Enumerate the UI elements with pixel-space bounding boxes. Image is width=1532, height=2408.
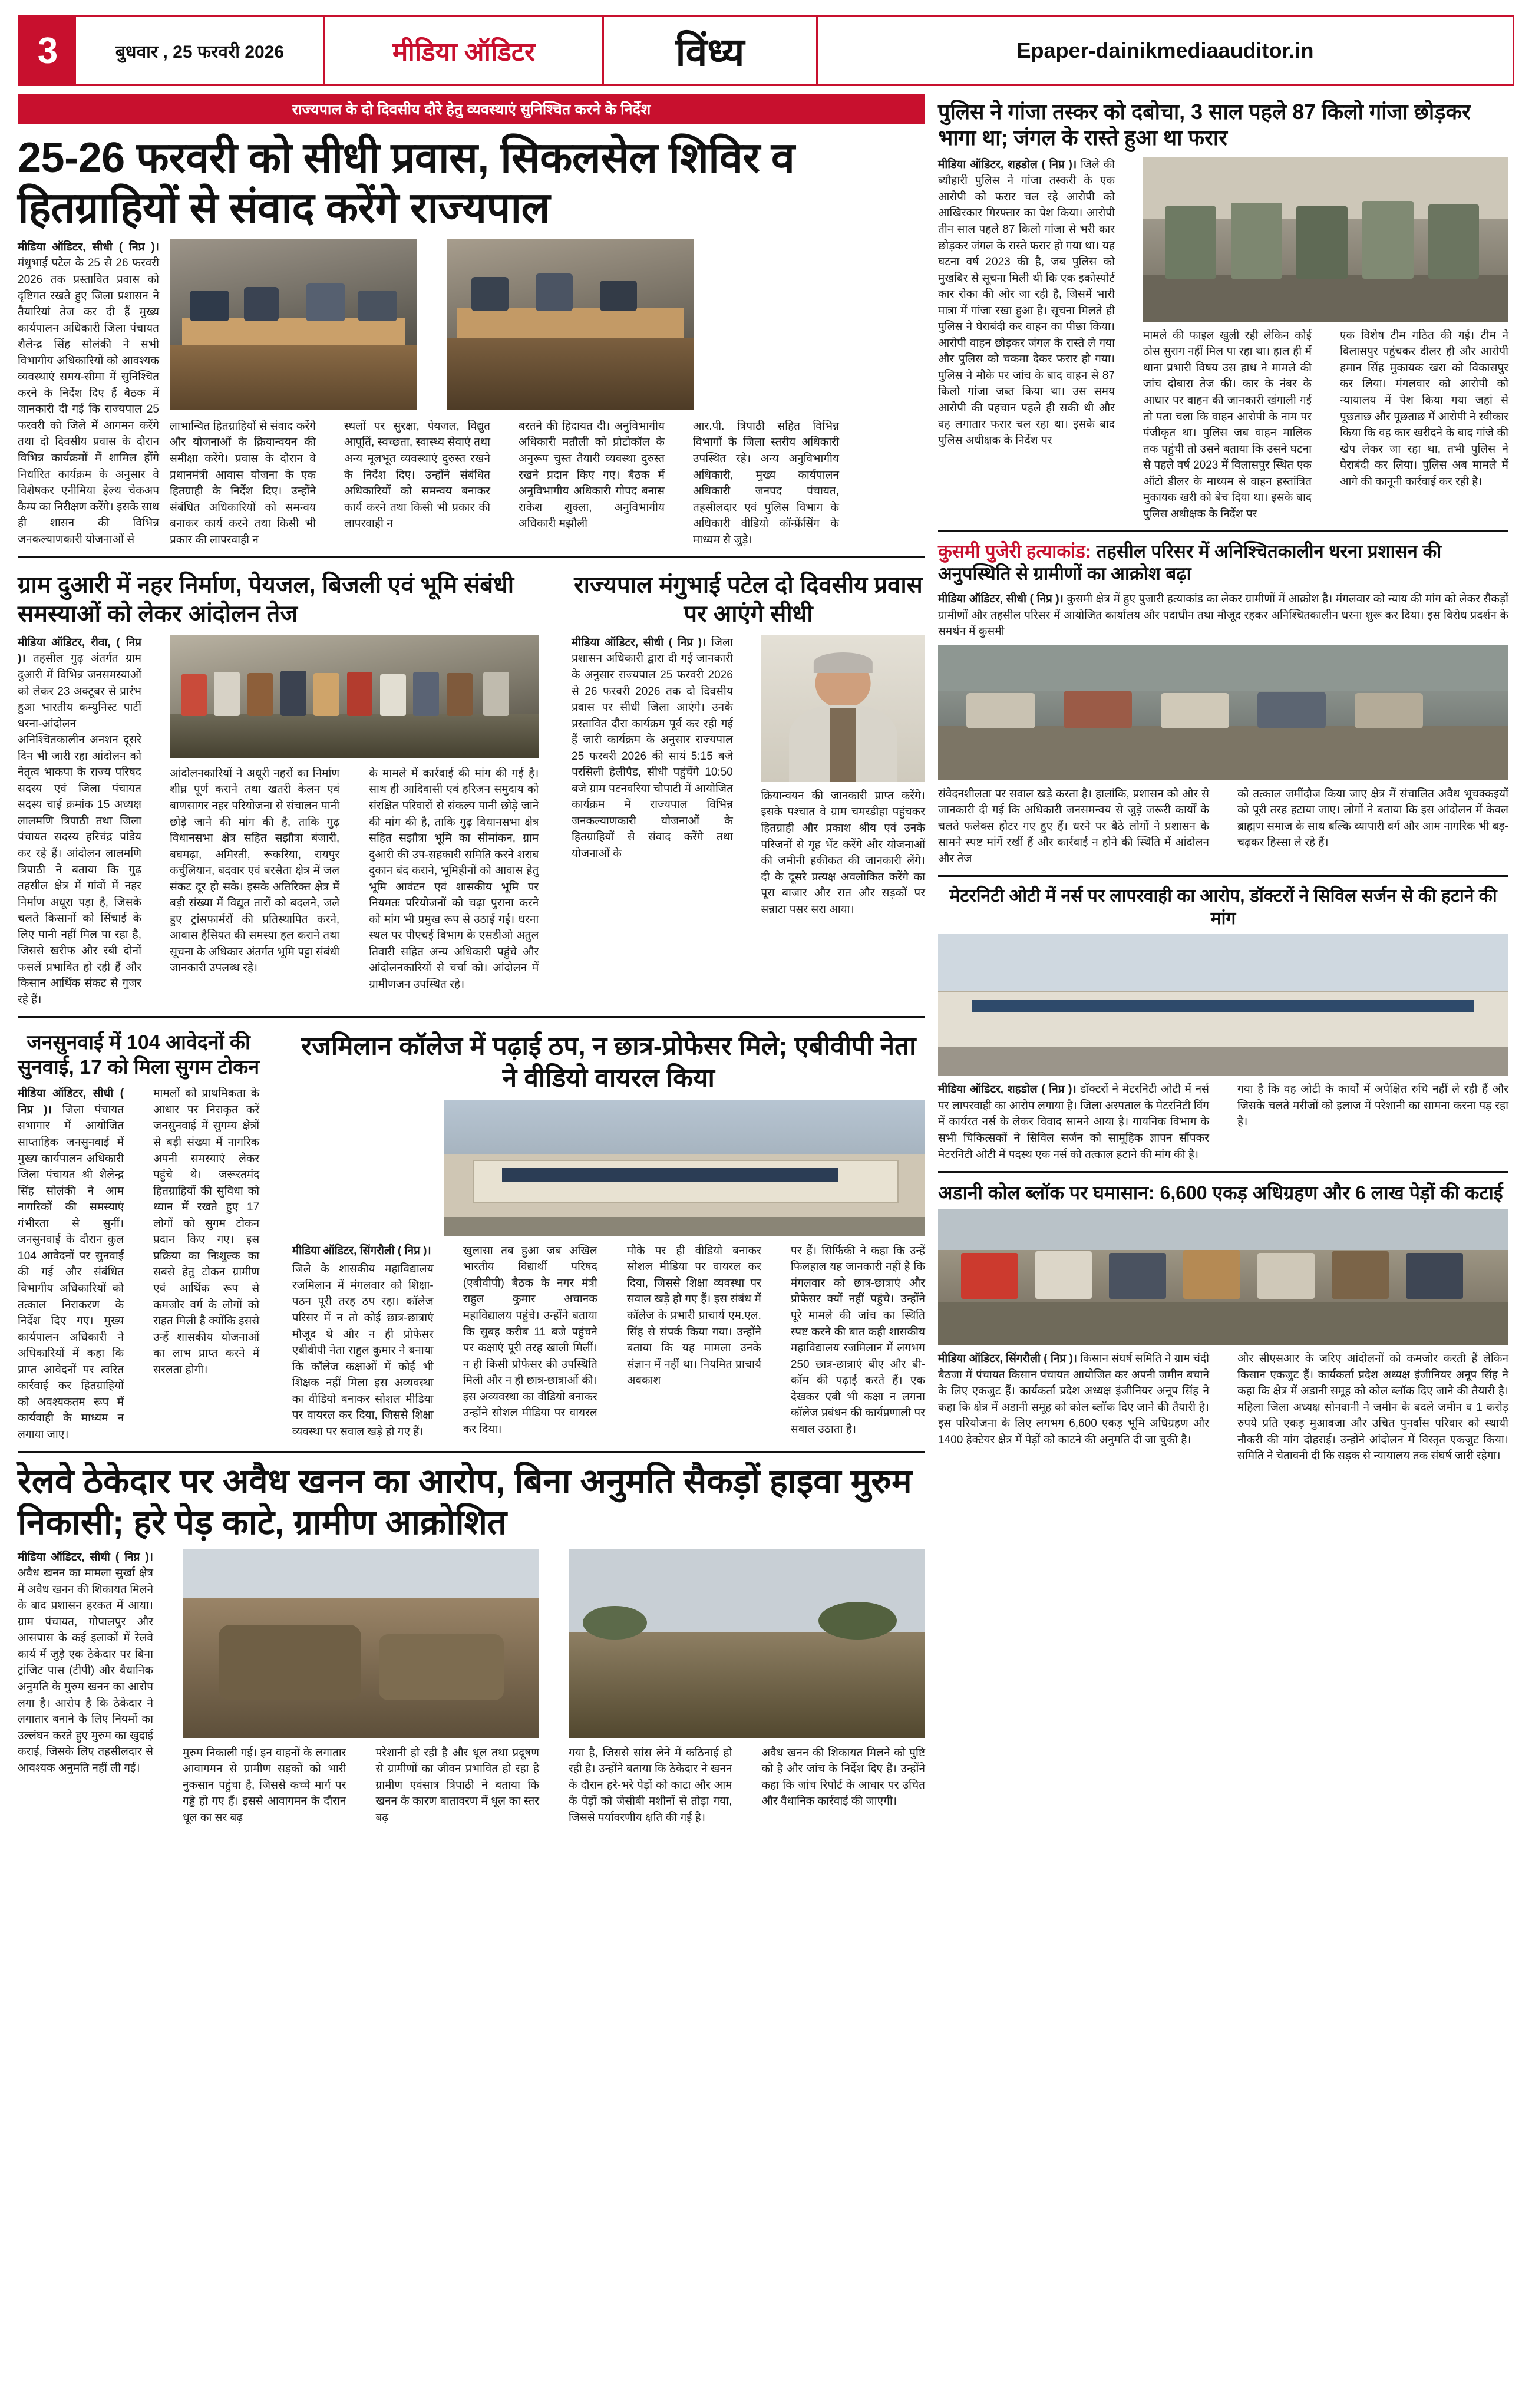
masthead [18,15,1514,86]
police-story [938,99,1508,522]
kusmi-byline: मीडिया ऑडिटर, सीधी ( निप्र )। [938,593,1064,605]
hospital-photo [938,934,1508,1076]
mining-photo-1 [183,1549,539,1738]
maternity-story [938,885,1508,1163]
third-row [18,1026,925,1443]
governor-story [572,566,925,1008]
jansunwai-col1: जिला पंचायत सभागार में आयोजित साप्ताहिक जनसुनवाई में मुख्य कार्यपालन अधिकारी जिला पंचायत श्री शैलेन्द्र सिंह सोलंकी ने आम नागरिकों की समस्याएं गंभीरता से सुनीं। जनसुनवाई के दौरान कुल 104 आवेदनों पर सुनवाई की गई और संबंधित विभागीय अधिकारियों को तत्काल निराकरण के निर्देश दिए गए। मुख्य कार्यपालन अधिकारी ने अधिकारियों में कहा कि प्राप्त आवेदनों पर त्वरित कार्रवाई कर हितग्राहियों को अवश्यकतम रूप में कार्यवाही के माध्यम न लगाया जाए। [18,1103,124,1441]
protest-photo [170,635,539,758]
maternity-headline: मेटरनिटी ओटी में नर्स पर लापरवाही का आरोप, डॉक्टरों ने सिविल सर्जन से की हटाने की मांग [949,886,1497,928]
lead-kicker: राज्यपाल के दो दिवसीय दौरे हेतु व्यवस्थाएं सुनिश्चित करने के निर्देश [18,94,925,124]
college-photo [444,1100,925,1236]
dharna-photo [938,645,1508,780]
lead-col5: आर.पी. त्रिपाठी सहित विभिन्न विभागों के जिला स्तरीय अधिकारी उपस्थित रहे। अन्य अनुविभागीय अधिकारी, मुख्य कार्यपालन अधिकारी जनपद पंचायत, तहसीलदार एवं पुलिस विभाग के अधिकारी वीडियो कॉन्फ्रेंसिंग के माध्यम से जुड़े। [693,420,839,546]
adani-headline: अडानी कोल ब्लॉक पर घमासान: 6,600 एकड़ अधिग्रहण और 6 लाख पेड़ों की कटाई [938,1182,1503,1204]
governor-col1: जिला प्रशासन अधिकारी द्वारा दी गई जानकारी के अनुसार राज्यपाल 25 फरवरी 2026 से 26 फरवरी 2026 तक दो दिवसीय प्रवास पर सीधी जिला आएंगे। उनके प्रस्तावित दौरा कार्यक्रम पूर्व कर रही गई हैं जारी कार्यक्रम के अनुसार राज्यपाल 25 फरवरी 2026 की सायं 5:15 बजे परसिली हेलीपैड, सीधी पहुंचेंगे 10:50 बजे ग्राम पटनवरिया चौपाटी में आयोजित कार्यक्रम में राज्यपाल विभिन्न जनकल्याणकारी योजनाओं के हितग्राहियों से संवाद करेंगे तथा योजनाओं के [572,636,733,860]
jansunwai-col2: मामलों को प्राथमिकता के आधार पर निराकृत करें जनसुनवाई में सुगम्य क्षेत्रों से बड़ी संख्या में नागरिक अपनी समस्याएं लेकर पहुंचे थे। जरूरतमंद हितग्राहियों की सुविधा को ध्यान में रखते हुए 17 लोगों को सुगम टोकन प्रदान किए गए। इस प्रक्रिया का निःशुल्क का सबसे हेतु टोकन ग्रामीण एवं आर्थिक रूप से कमजोर वर्ग के लोगों को राहत मिली है क्योंकि इससे उन्हें शासकीय योजनाओं का लाभ प्राप्त करने में सरलता होगी। [153,1087,260,1376]
police-col1: जिले की ब्यौहारी पुलिस ने गांजा तस्करी के एक आरोपी को फरार चल रहे आरोपी को आखिरकार गिरफ्तार का पेश किया। आरोपी तीन साल पहले 87 किलो गांजा से भरी कार छोड़कर जंगल के रास्ते फरार हो गया था। यह घटना वर्ष 2023 की है, जब पुलिस को मुखबिर से सूचना मिली थी कि एक इकोस्पोर्ट कार रोका की ओर जा रही है, जिसमें भारी मात्रा में गांजा रखा हुआ है। सूचना मिलते ही पुलिस ने घेराबंदी कर वाहन का पीछा किया। आरोपी वाहन छोड़कर जंगल के रास्ते ले गया और पुलिस को चकमा देकर फरार हो गया। पुलिस ने मौके पर जांच के बाद वाहन से 87 किलो गांजा जब्त किया था। उस समय आरोपी की पहचान पहले ही सकी थी और वह लगातार फरार चल रहा था। इसके बाद पुलिस अधीक्षक के निर्देश पर [938,158,1115,447]
railway-col3: परेशानी हो रही है और धूल तथा प्रदूषण से ग्रामीणों का जीवन प्रभावित हो रहा है ग्रामीण एवंसात्र त्रिपाठी ने बताया कि खनन के कारण बातावरण में धूल का स्तर बढ़ [375,1746,539,1824]
college-story [292,1026,925,1443]
second-row [18,566,925,1008]
railway-col5: अवैध खनन की शिकायत मिलने को पुष्टि को है और जांच के निर्देश दिए हैं। उन्होंने कहा कि जांच रिपोर्ट के आधार पर उचित और वैधानिक कार्रवाई की जाएगी। [761,1746,925,1808]
publication-date: बुधवार , 25 फरवरी 2026 [76,17,325,84]
meeting-photo-1 [170,239,417,410]
kusmi-story [938,540,1508,867]
lead-col3: स्थलों पर सुरक्षा, पेयजल, विद्युत आपूर्ति, स्वच्छता, स्वास्थ्य सेवाएं तथा अन्य मूलभूत व्यवस्थाएं दुरुस्त रखने के निर्देश दिए। उन्होंने संबंधित अधिकारियों को समन्वय बनाकर कार्य करने तथा किसी भी प्रकार की लापरवाही न [344,420,490,530]
lead-col1: मंधुभाई पटेल के 25 से 26 फरवरी 2026 तक प्रस्तावित प्रवास को दृष्टिगत रखते हुए जिला प्रशासन ने तैयारियां तेज कर दी हैं मुख्य कार्यपालन अधिकारी जिला पंचायत शैलेन्द्र सिंह सोलंकी ने सभी विभागीय अधिकारियों को आवश्यक व्यवस्थाएं समय-सीमा में सुनिश्चित करने के निर्देश दिए हैं बैठक में जानकारी दी गई कि राज्यपाल 25 फरवरी को जिले में आगमन करेंगे तथा दो दिवसीय प्रवास के दौरान विभिन्न कार्यक्रमों में शामिल होंगे निर्धारित कार्यक्रम के अनुसार वे विशेषकर एनीमिया हेल्थ चेकअप कैम्प का निरीक्षण करेंगे। इसके साथ ही शासन की विभिन्न जनकल्याणकारी योजनाओं से [18,257,159,546]
adani-col1: किसान संघर्ष समिति ने ग्राम चंदी बैठजा में पंचायत किसान पंचायत आयोजित कर अपनी जमीन बचाने के लिए एकजुट हैं। कार्यकर्ता प्रदेश अध्यक्ष इंजीनियर अनूप सिंह ने कहा कि क्षेत्र में अडानी समूह को कोल ब्लॉक दिए जाने की तैयारी है। इस परियोजना के लिए लगभग 6,600 एकड़ भूमि अधिग्रहण और 1400 हेक्टेयर क्षेत्र में पेड़ों को काटने की अनुमति दी जा चुकी है। [938,1353,1210,1446]
kusmi-headline-rest: तहसील परिसर में अनिश्चितकालीन धरना प्रशासन की अनुपस्थिति से ग्रामीणों का आक्रोश बढ़ा [938,541,1442,585]
panchayat-photo [938,1209,1508,1345]
railway-col1: अवैध खनन का मामला सुर्खा क्षेत्र में अवैध खनन की शिकायत मिलने के बाद प्रशासन हरकत में आया। ग्राम पंचायत, गोपालपुर और आसपास के कई इलाकों में रेलवे कार्य में जुड़े एक ठेकेदार पर बिना ट्रांजिट पास (टीपी) और वैधानिक अनुमति के मुरुम खनन का आरोप लगा है। आरोप है कि ठेकेदार ने लगातार बनाने के लिए नियमों का उल्लंघन करते हुए मुरुम का खुदाई कराई, जिसके लिए तहसीलदार से आवश्यक अनुमति नहीं ली गई। [18,1567,153,1774]
police-col2: मामले की फाइल खुली रही लेकिन कोई ठोस सुराग नहीं मिल पा रहा था। हाल ही में थाना प्रभारी विषय उस हाथ ने मामले की जांच दोबारा तेज की। कार के नंबर के आधार पर वाहन की जानकारी खंगाली गई तो पता चला कि वाहन आरोपी के नाम पर पंजीकृत था। पुलिस जब वाहन मालिक तक पहुंची तो उसने बताया कि उसने घटना से पहले वर्ष 2023 में विलासपुर स्थित एक ऑटो डीलर के माध्यम से वाहन हस्तांत्रित मुकायक खरी को बेच दिया था। इसके बाद पुलिस अधीक्षक के निर्देश पर [1143,329,1312,520]
railway-story [18,1461,925,1826]
maternity-byline: मीडिया ऑडिटर, शहडोल ( निप्र )। [938,1083,1077,1096]
governor-portrait [761,635,925,782]
lead-byline: मीडिया ऑडिटर, सीधी ( निप्र )। [18,240,159,253]
college-col1: जिले के शासकीय महाविद्यालय रजमिलान में मंगलवार को शिक्षा-पठन पूरी तरह ठप रहा। कॉलेज परिसर में न तो कोई छात्र-छात्राएं मौजूद थे और न ही प्रोफेसर एबीवीपी नेता राहुल कुमार ने बनाया कि कॉलेज कक्षाओं में कोई भी शिक्षक नहीं मिला इस अव्यवस्था का वीडियो बनाकर सोशल मीडिया पर वायरल कर दिया, जिससे शिक्षा व्यवस्था पर सवाल खड़े हो गए हैं। [292,1263,434,1438]
kusmi-col2: संवेदनशीलता पर सवाल खड़े करता है। हालांकि, प्रशासन को ओर से जानकारी दी गई कि अधिकारी जनसमन्वय से जुड़े जरूरी कार्यों के चलते फलेक्स होटर गए हुए हैं। धरने पर बैठे लोगों ने प्रशासन के सामने स्पष्ट मांगें रखीं हैं और कार्रवाई न होने की स्थिति में आंदोलन और तेज [938,787,1209,865]
governor-byline: मीडिया ऑडिटर, सीधी ( निप्र )। [572,636,706,649]
lead-story [18,94,925,548]
railway-headline: रेलवे ठेकेदार पर अवैध खनन का आरोप, बिना अनुमति सैकड़ों हाइवा मुरुम निकासी; हरे पेड़ काटे, ग्रामीण आक्रोशित [18,1462,912,1542]
right-column [938,94,1508,1826]
canal-col2: आंदोलनकारियों ने अधूरी नहरों का निर्माण शीघ्र पूर्ण कराने तथा खतरी केलन एवं बाणसागर नहर परियोजना से संचालन पानी छोड़े जाने की मांग की है, ताकि गुढ़ विधानसभा क्षेत्र सहित सझौत्रा बंजारी, बघमढ़ा, अमिरती, रूकरिया, रायपुर कर्चुलियान, बदवार एवं बरसैता क्षेत्र में जल संकट दूर हो सके। इसके अतिरिक्त क्षेत्र में बड़ी संख्या में विद्युत तारों को बदलने, जले हुए ट्रांसफार्मरों की प्रतिस्थापित करने, आवास हैसियत की समस्या हल कराने तथा सूचना के अधिकार अंतर्गत भूमि पट्टा संबंधी जानकारी उपलब्ध रहे। [170,767,340,975]
maternity-col1: डॉक्टरों ने मेटरनिटी ओटी में नर्स पर लापरवाही का आरोप लगाया है। जिला अस्पताल के मेटरनिटी विंग में कार्यरत नर्स के लेकर विवाद सामने आया है। गायनिक विभाग के सभी चिकित्सकों ने सिविल सर्जन को सामूहिक ज्ञापन सौंपकर मेटरनिटी ओटी में पदस्थ एक नर्स को तत्काल हटाने की मांग की है। [938,1083,1210,1161]
college-col3: मौके पर ही वीडियो बनाकर सोशल मीडिया पर वायरल कर दिया, जिससे शिक्षा व्यवस्था पर सवाल खड़े हो गए हैं। इस संबंध में कॉलेज के प्रभारी प्राचार्य एम.एल. सिंह से संपर्क किया गया। उन्होंने बताया कि यह मामला उनके संज्ञान में नहीं था। नियमित प्राचार्य अवकाश [626,1244,761,1387]
website-url[interactable]: Epaper-dainikmediaauditor.in [1016,38,1314,62]
maternity-col2: गया है कि वह ओटी के कार्यों में अपेक्षित रुचि नहीं ले रही हैं और जिसके चलते मरीजों को इलाज में परेशानी का सामना करना पड़ रहा है। [1237,1083,1508,1129]
jansunwai-byline: मीडिया ऑडिटर, सीधी ( निप्र )। [18,1087,124,1116]
canal-byline: मीडिया ऑडिटर, रीवा, ( निप्र )। [18,636,141,665]
police-byline: मीडिया ऑडिटर, शहडोल ( निप्र )। [938,158,1077,171]
canal-col1: तहसील गुढ़ अंतर्गत ग्राम दुआरी में विभिन्न जनसमस्याओं को लेकर 23 अक्टूबर से प्रारंभ हुआ भारतीय कम्युनिस्ट पार्टी धरना-आंदोलन अनिश्चितकालीन अनशन दूसरे दिन भी जारी रहा आंदोलन को नेतृत्व भाकपा के राज्य परिषद सदस्य एवं जिला पंचायत सदस्य चाई क्रमांक 15 अध्यक्ष लालमणि त्रिपाठी तथा जिला पंचायत सदस्य हरिचंद्र पांडेय कर रहे हैं। आंदोलन लालमणि त्रिपाठी ने बताया कि गुढ़ तहसील क्षेत्र में गांवों में नहर निर्माण अधूरा पड़ा है, जिसके चलते किसानों को सिंचाई के लिए पानी नहीं मिल पा रहा है, जिससे खरीफ और रबी दोनों फसलें प्रभावित हो रही हैं और किसान आर्थिक संकट से गुजर रहे हैं। [18,652,142,1006]
governor-col2: क्रियान्वयन की जानकारी प्राप्त करेंगे। इसके पश्चात वे ग्राम चमरडीहा पहुंचकर हितग्राही और प्रकाश श्रीय एवं उनके परिजनों से गृह भेंट करेंगे और योजनाओं की जमीनी हकीकत की जानकारी लेंगे। दी के दूसरे प्रत्यक्ष अवलोकित करेंगे का पूरा बाजार और रात और सड़कों पर सन्नाटा पसर सरा आया। [761,789,925,916]
canal-headline: ग्राम दुआरी में नहर निर्माण, पेयजल, बिजली एवं भूमि संबंधी समस्याओं को लेकर आंदोलन तेज [18,572,514,628]
jansunwai-story [18,1026,259,1443]
jansunwai-headline: जनसुनवाई में 104 आवेदनों की सुनवाई, 17 को मिला सुगम टोकन [18,1031,260,1078]
lead-col4: बरतने की हिदायत दी। अनुविभागीय अधिकारी मतौली को प्रोटोकॉल के अनुरूप चुस्त तैयारी व्यवस्था दुरुस्त रखने प्रदान किए गए। बैठक में अनुविभागीय अधिकारी गोपद बनास राकेश शुक्ला, अनुविभागीय अधिकारी मझौली [519,420,665,530]
college-headline: रजमिलान कॉलेज में पढ़ाई ठप, न छात्र-प्रोफेसर मिले; एबीवीपी नेता ने वीडियो वायरल किया [301,1032,916,1093]
governor-headline: राज्यपाल मंगुभाई पटेल दो दिवसीय प्रवास पर आएंगे सीधी [574,572,923,628]
police-col3: एक विशेष टीम गठित की गई। टीम ने विलासपुर पहुंचकर दीलर ही और आरोपी हमान सिंह मुकायक खरा को विकासपुर कर लिया। मंगलवार को आरोपी को न्यायालय में पेश किया गया जहां से पूछताछ और पूछताछ में आरोपी ने स्वीकार किया कि वह कार खरीदने के बाद गांजे की खेप लेकर जा रहा था, तभी पुलिस ने घेराबंदी कर लिया। पुलिस अब मामले में आगे की कानूनी कार्रवाई कर रही है। [1340,329,1508,488]
college-byline: मीडिया ऑडिटर, सिंगरौली ( निप्र )। [292,1244,431,1257]
mining-photo-2 [569,1549,925,1738]
railway-col2: मुरुम निकाली गई। इन वाहनों के लगातार आवागमन से ग्रामीण सड़कों को भारी नुकसान पहुंचा है, जिससे कच्चे मार्ग पर गड्ढे हो गए हैं। इससे आवागमन के दौरान धूल का सर बढ़ [183,1746,346,1824]
adani-story [938,1181,1508,1464]
railway-byline: मीडिया ऑडिटर, सीधी ( निप्र )। [18,1551,153,1563]
meeting-photo-2 [447,239,694,410]
college-col2: खुलासा तब हुआ जब अखिल भारतीय विद्यार्थी परिषद (एबीवीपी) बैठक के नगर मंत्री राहुल कुमार अचानक महाविद्यालय पहुंचे। उन्होंने बताया कि सुबह करीब 11 बजे पहुंचने पर कक्षाएं पूरी तरह खाली मिलीं। न ही किसी प्रोफेसर की उपस्थिति मिली और न ही छात्र-छात्राओं की। इस अव्यवस्था का वीडियो बनाकर उन्होंने सोशल मीडिया पर वायरल कर दिया। [463,1244,597,1436]
college-col4: पर हैं। सिर्फिकी ने कहा कि उन्हें फिलहाल यह जानकारी नहीं है कि मंगलवार को छात्र-छात्राएं और प्रोफेसर क्यों नहीं पहुंचे। उन्होंने पूरे मामले की जांच का स्थिति स्पष्ट करने की बात कही शासकीय महाविद्यालय रजमिलान में लगभग 250 छात्र-छात्राएं बीए और बी-कॉम की पढ़ाई करते हैं। एक देखकर एबी भी कक्षा न लगना कॉलेज प्रबंधन की कार्यप्रणाली पर सवाल उठाता है। [790,1244,925,1436]
canal-story [18,566,539,1008]
adani-byline: मीडिया ऑडिटर, सिंगरौली ( निप्र )। [938,1353,1077,1365]
police-headline: पुलिस ने गांजा तस्कर को दबोचा, 3 साल पहले 87 किलो गांजा छोड़कर भागा था; जंगल के रास्ते हुआ था फरार [938,100,1471,150]
lead-col2: लाभान्वित हितग्राहियों से संवाद करेंगे और योजनाओं के क्रियान्वयन की समीक्षा करेंगे। प्रवास के दौरान वे प्रधानमंत्री आवास योजना के एक हितग्राही के निर्देश दिए। उन्होंने संबंधित अधिकारियों को समन्वय बनाकर कार्य करने तथा किसी भी प्रकार की लापरवाही न [170,420,316,546]
canal-col3: के मामले में कार्रवाई की मांग की गई है। साथ ही आदिवासी एवं हरिजन समुदाय को संरक्षित परिवारों से संकल्प पानी छोड़े जाने की मांग की है, ताकि गुढ़ विधानसभा क्षेत्र सहित सझौत्रा भूमि का सीमांकन, ग्राम दुआरी की उप-सहकारी समिति करने शराब दुकान बंद कराने, भूमिहीनों को आवास हेतु भूमि आवंटन एवं शासकीय भूमि पर नियमतः परियोजनों को चढ़ा पुराना करने को मांग भी प्रमुख रूप से उठाई गई। धरना स्थल पर पीएचई विभाग के एसडीओ अतुल तिवारी सहित अन्य अधिकारी पहुंचे और आंदोलनकारियों से चर्चा को। आंदोलन में ग्रामीणजन उपस्थित रहे। [369,767,539,991]
lead-headline: 25-26 फरवरी को सीधी प्रवास, सिकलसेल शिविर व हितग्राहियों से संवाद करेंगे राज्यपाल [18,134,795,232]
kusmi-col1: कुसमी क्षेत्र में हुए पुजारी हत्याकांड का लेकर ग्रामीणों में आक्रोश है। मंगलवार को न्याय की मांग को लेकर सैकड़ों ग्रामीणों और तहसील परिसर में आयोजित कार्यालय और पदाधीन तथा मौजूद रहकर अनिश्चितकालीन धरना शुरू कर दिया। इस विरोध प्रदर्शन के समर्थन में कुसमी [938,593,1508,638]
kusmi-headline-highlight: कुसमी पुजेरी हत्याकांड: [938,541,1092,562]
police-photo [1143,157,1508,322]
edition-logo: विंध्य [604,17,818,84]
railway-col4: गया है, जिससे सांस लेने में कठिनाई हो रही है। उन्होंने बताया कि ठेकेदार ने खनन के दौरान हरे-भरे पेड़ों को काटा और आम के पेड़ों को जेसीबी मशीनों से तोड़ा गया, जिससे पर्यावरणीय क्षति की गई है। [569,1746,732,1824]
brand-name: मीडिया ऑडिटर [325,17,604,84]
page-number: 3 [19,17,76,84]
adani-col2: और सीएसआर के जरिए आंदोलनों को कमजोर करती हैं लेकिन किसान एकजुट हैं। कार्यकर्ता प्रदेश अध्यक्ष इंजीनियर अनूप सिंह ने कहा कि क्षेत्र में अडानी समूह को कोल ब्लॉक दिए जाने की तैयारी है। महिला जिला अध्यक्ष सोनवानी ने जमीन के बदले जमीन व 1 करोड़ रुपये प्रति एकड़ मुआवजा और उचित पुनर्वास परिवार को स्थायी नौकरी की मांग दोहराई। उन्होंने आंदोलन में विस्तृत एकजुट किया। समिति ने चेतावनी दी कि सड़क से न्यायालय तक संघर्ष जारी रहेगा। [1237,1353,1508,1463]
kusmi-col3: को तत्काल जमींदौज किया जाए क्षेत्र में संचालित अवैध भूचक्कइयों को पूरी तरह हटाया जाए। लोगों ने बताया कि इस आंदोलन में केवल ब्राह्मण समाज के साथ बल्कि व्यापारी वर्ग और आम नागरिक भी बड़-चढ़कर हिस्सा ले रहे हैं। [1237,787,1508,849]
